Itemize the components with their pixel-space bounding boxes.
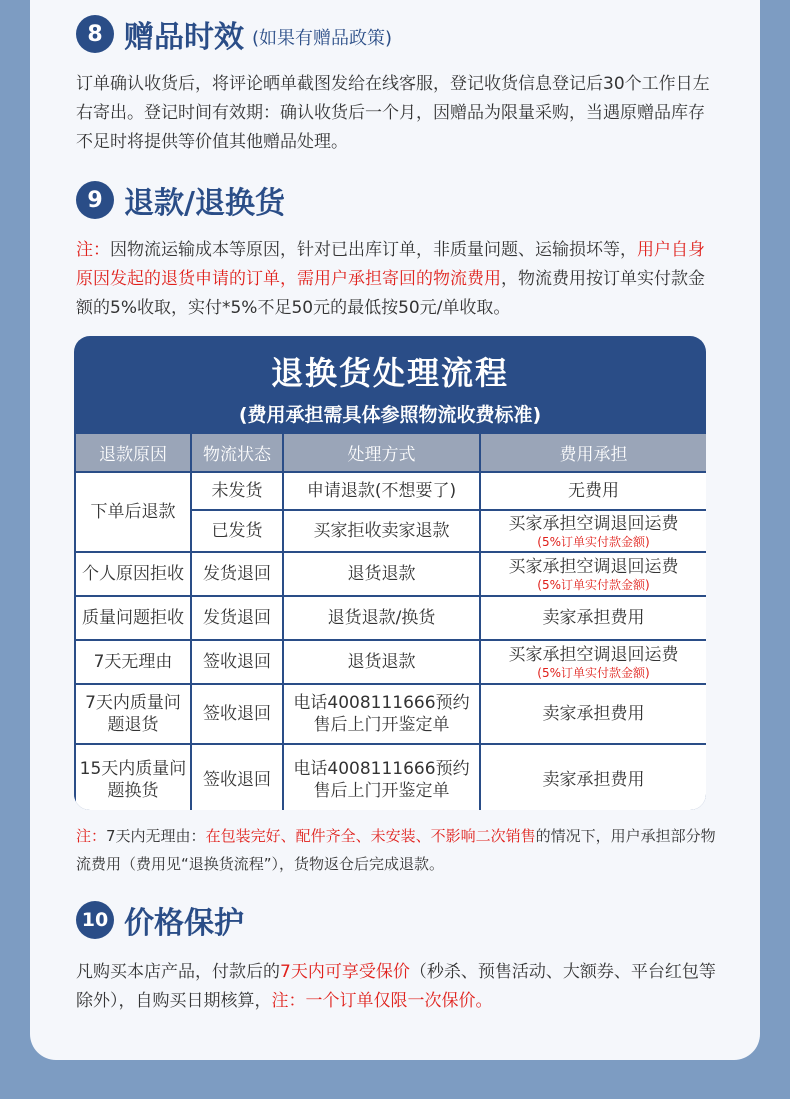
gift-policy-text: 订单确认收货后，将评论晒单截图发给在线客服，登记收货信息登记后30个工作日左右寄出。登记时间有效期：确认收货后一个月，因赠品为限量采购，当遇原赠品库存不足时将提供等价值其他赠品处理。 xyxy=(76,74,710,152)
fee-cell xyxy=(480,552,706,596)
status-cell: 已发货 xyxy=(191,510,283,552)
note-highlight: 用户自身原因发起的退货申请的订单，需用户承担寄回的物流费用 xyxy=(76,240,705,289)
reason-cell: 7天内质量问题退货 xyxy=(75,684,191,744)
status-cell: 签收退回 xyxy=(191,684,283,744)
method-cell: 退货退款/换货 xyxy=(283,596,480,640)
section-number-badge: 8 xyxy=(76,15,114,53)
policy-text: （秒杀、预售活动、大额券、平台红包等除外），自购买日期核算， xyxy=(76,962,716,1011)
fee-text: 买家承担空调退回运费 xyxy=(508,557,679,577)
table-header-row xyxy=(75,433,706,472)
method-cell: 申请退款(不想要了) xyxy=(283,472,480,510)
section-title: 退款/退换货 xyxy=(124,186,285,221)
seven-day-note xyxy=(76,822,726,878)
fee-note: (5%订单实付款金额) xyxy=(537,535,650,549)
section-9-header xyxy=(76,178,285,222)
table-row xyxy=(75,640,706,684)
reason-cell: 下单后退款 xyxy=(75,472,191,552)
fee-note: (5%订单实付款金额) xyxy=(537,666,650,680)
note-text: 7天内无理由： xyxy=(106,827,206,845)
policy-highlight: 注：一个订单仅限一次保价。 xyxy=(271,991,493,1011)
fee-cell xyxy=(480,684,706,744)
fee-cell xyxy=(480,510,706,552)
fee-cell xyxy=(480,744,706,810)
fee-text: 无费用 xyxy=(568,481,619,501)
method-cell: 退货退款 xyxy=(283,552,480,596)
fee-cell xyxy=(480,472,706,510)
table-row xyxy=(75,472,706,510)
note-text: 因物流运输成本等原因，针对已出库订单，非质量问题、运输损坏等， xyxy=(110,240,637,260)
reason-cell: 15天内质量问题换货 xyxy=(75,744,191,810)
note-text: ，物流费用按订单实付款金额的5%收取，实付*5%不足50元的最低按50元/单收取。 xyxy=(76,269,705,318)
fee-note: (5%订单实付款金额) xyxy=(537,578,650,592)
policy-text: 凡购买本店产品，付款后的 xyxy=(76,962,280,982)
fee-cell xyxy=(480,596,706,640)
return-flow-table xyxy=(74,432,706,810)
table-row xyxy=(75,744,706,810)
section-title: 赠品时效 xyxy=(124,20,244,55)
reason-cell: 7天无理由 xyxy=(75,640,191,684)
status-cell: 签收退回 xyxy=(191,744,283,810)
note-text: 的情况下，用户承担部分物流费用（费用见“退换货流程”），货物返仓后完成退款。 xyxy=(76,827,716,873)
method-cell: 电话4008111666预约售后上门开鉴定单 xyxy=(283,744,480,810)
price-protection-text xyxy=(76,958,716,1016)
column-header: 费用承担 xyxy=(480,433,706,472)
status-cell: 未发货 xyxy=(191,472,283,510)
status-cell: 签收退回 xyxy=(191,640,283,684)
note-label: 注： xyxy=(76,240,110,260)
fee-text: 卖家承担费用 xyxy=(542,608,645,628)
note-highlight: 在包装完好、配件齐全、未安装、不影响二次销售 xyxy=(205,827,536,845)
return-flow-panel xyxy=(74,336,706,810)
column-header: 退款原因 xyxy=(75,433,191,472)
flow-title: 退换货处理流程 xyxy=(270,354,509,392)
table-row xyxy=(75,552,706,596)
refund-note xyxy=(76,236,716,323)
flow-subtitle: (费用承担需具体参照物流收费标准) xyxy=(238,404,542,426)
reason-cell: 个人原因拒收 xyxy=(75,552,191,596)
section-number-badge: 9 xyxy=(76,181,114,219)
section-title: 价格保护 xyxy=(124,906,244,941)
fee-text: 卖家承担费用 xyxy=(542,704,645,724)
fee-text: 买家承担空调退回运费 xyxy=(508,645,679,665)
method-cell: 退货退款 xyxy=(283,640,480,684)
section-8-header xyxy=(76,12,392,56)
fee-cell xyxy=(480,640,706,684)
status-cell: 发货退回 xyxy=(191,596,283,640)
method-cell: 买家拒收卖家退款 xyxy=(283,510,480,552)
status-cell: 发货退回 xyxy=(191,552,283,596)
section-subtitle: (如果有赠品政策) xyxy=(252,28,393,49)
section-10-header xyxy=(76,898,244,942)
section-number-badge: 10 xyxy=(76,901,114,939)
reason-cell: 质量问题拒收 xyxy=(75,596,191,640)
column-header: 处理方式 xyxy=(283,433,480,472)
column-header: 物流状态 xyxy=(191,433,283,472)
fee-text: 买家承担空调退回运费 xyxy=(508,514,679,534)
note-label: 注： xyxy=(76,827,107,845)
fee-text: 卖家承担费用 xyxy=(542,770,645,790)
policy-highlight: 7天内可享受保价 xyxy=(280,962,410,982)
table-row xyxy=(75,684,706,744)
method-cell: 电话4008111666预约售后上门开鉴定单 xyxy=(283,684,480,744)
table-row xyxy=(75,596,706,640)
